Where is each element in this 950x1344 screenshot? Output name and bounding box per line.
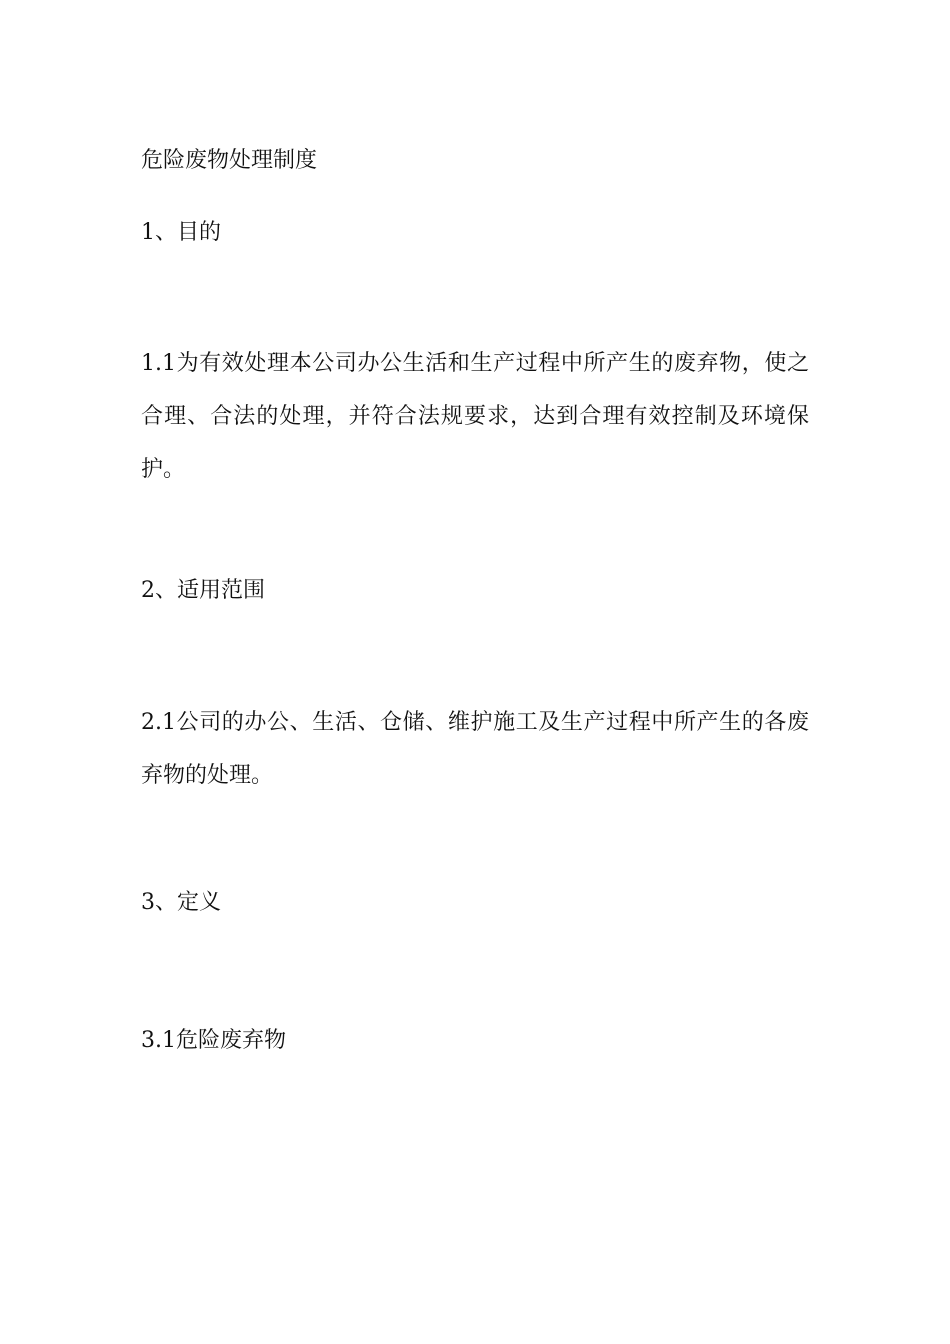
- section-heading-purpose: 1、目的: [141, 220, 221, 245]
- section-paragraph-definition: 3.1危险废弃物: [141, 1028, 286, 1053]
- section-heading-definition: 3、定义: [141, 890, 221, 915]
- section-paragraph-scope: 2.1公司的办公、生活、仓储、维护施工及生产过程中所产生的各废弃物的处理。: [141, 710, 809, 788]
- section-paragraph-purpose: 1.1为有效处理本公司办公生活和生产过程中所产生的废弃物，使之合理、合法的处理，并符合法规要求，达到合理有效控制及环境保护。: [141, 351, 809, 482]
- document-title: 危险废物处理制度: [141, 148, 318, 173]
- section-heading-scope: 2、适用范围: [141, 578, 265, 603]
